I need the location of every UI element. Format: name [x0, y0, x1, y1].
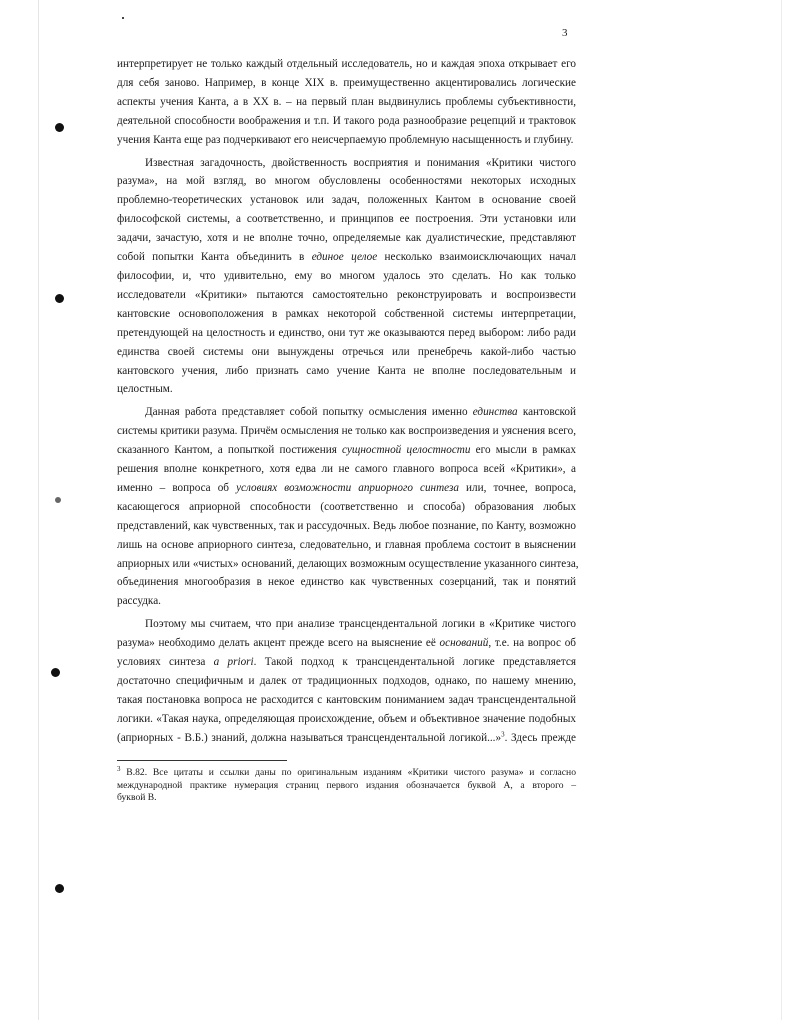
text-line: деятельной способности воображения и т.п. И такого рода разнообразие рецепций и трактовок: [117, 114, 576, 127]
text-line: философии, и, что удивительно, ему во многом удалось это сделать. Но как только: [117, 269, 576, 282]
text-line: (априорных - В.Б.) знаний, должна называться трансцендентальной логикой...»$^3$. Здесь прежде: [117, 729, 576, 744]
text-line: интерпретирует не только каждый отдельный исследователь, но и каждая эпоха открывает его: [117, 58, 576, 70]
scan-edge-right: [781, 0, 782, 1020]
emphasis: a priori: [213, 656, 254, 669]
text-line: кантовские основоположения в рамках некоторой собственной системы интерпретации,: [117, 307, 576, 320]
paragraph: [117, 615, 576, 747]
text-line: разума» необходимо делать акцент прежде всего на выяснение её оснований, т.е. на вопрос об: [117, 637, 576, 650]
scan-edge-left: [38, 0, 39, 1020]
text-line: кантовского учения, либо признать само учение Канта не вполне последовательным и: [117, 364, 576, 377]
footnote: [117, 764, 576, 805]
paragraph: [117, 403, 579, 611]
punch-hole-mark: [55, 497, 61, 503]
text-line: философской системы, а соответственно, и принципов ее построения. Эти установки или: [117, 213, 576, 226]
punch-hole-mark: [51, 668, 60, 677]
text-line: касающегося априорной способности (соответственно и способа) образования любых: [117, 500, 576, 513]
text-line: Поэтому мы считаем, что при анализе трансцендентальной логики в «Критике чистого: [145, 618, 576, 631]
text-line: системы критики разума. Причём осмысления не только как воспроизведения и уяснения всего,: [117, 425, 576, 438]
footnote-separator: [117, 760, 287, 761]
text-line: разума», на мой взгляд, во многом обусловлены особенностями некоторых исходных: [117, 175, 576, 188]
footnote-ref[interactable]: 3: [501, 729, 505, 738]
emphasis: единства: [472, 406, 518, 419]
text-line: именно – вопроса об условиях возможности априорного синтеза или, точнее, вопроса,: [117, 481, 577, 494]
text-line: Известная загадочность, двойственность восприятия и понимания «Критики чистого: [145, 156, 576, 169]
body-text: [117, 55, 579, 748]
text-line: представлений, как чувственных, так и рассудочных. Ведь любое познание, по Канту, возможно: [117, 519, 576, 532]
punch-hole-mark: [55, 884, 64, 893]
text-line: собой попытки Канта объединить в единое целое несколько взаимоисключающих начал: [117, 251, 577, 264]
punch-hole-mark: [55, 294, 64, 303]
text-line: учения Канта еще раз подчеркивают его неисчерпаемую проблемную насыщенность и глубину.: [117, 133, 574, 146]
scan-speck: [122, 17, 124, 19]
footnote-line: международной практике нумерация страниц первого издания обозначается буквой А, а второго –: [117, 779, 576, 791]
text-line: рассудка.: [117, 595, 161, 608]
paragraph: [117, 55, 576, 150]
text-line: единства своей системы они вынуждены отречься или пренебречь какой-либо частью: [117, 345, 576, 358]
text-line: решения вполне конкретного, хотя едва ли не самого главного вопроса всей «Критики», а: [117, 463, 576, 476]
text-line: такая постановка вопроса не расходится с кантовским пониманием задач трансцендентальной: [117, 693, 576, 706]
text-line: лишь на основе априорного синтеза, следовательно, и главная проблема состоит в выяснении: [117, 538, 576, 551]
text-line: достаточно специфичным и далек от традиционных подходов, однако, по нашему мнению,: [117, 675, 576, 687]
text-line: условиях синтеза a priori. Такой подход к трансцендентальной логике представляется: [117, 656, 576, 669]
text-line: Данная работа представляет собой попытку осмысления именно единства кантовской: [145, 406, 576, 419]
page-number: 3: [562, 27, 568, 39]
text-line: для себя заново. Например, в конце XIX в. преимущественно акцентировались логические: [117, 76, 576, 89]
text-line: целостным.: [117, 383, 173, 396]
emphasis: оснований: [439, 637, 489, 650]
text-line: сказанного Кантом, а попыткой постижения сущностной целостности его мысли в рамках: [117, 444, 576, 457]
text-line: задачи, зачастую, хотя и не вполне точно, определяемые как дуалистические, представляют: [117, 232, 576, 245]
emphasis: единое целое: [311, 251, 378, 264]
footnote-line: $^3$ B.82. Все цитаты и ссылки даны по оригинальным изданиям «Критики чистого разума» и согласно: [117, 764, 576, 778]
text-line: претендующей на целостность и единство, они тут же оказываются перед выбором: либо ради: [117, 326, 576, 339]
text-line: исследователи «Критики» пытаются самостоятельно реконструировать и воспроизвести: [117, 288, 576, 301]
footnote-line: буквой В.: [117, 792, 157, 804]
emphasis: сущностной целостности: [342, 444, 471, 457]
punch-hole-mark: [55, 123, 64, 132]
text-line: проблемно-теоретических установок или задач, положенных Кантом в основание своей: [117, 194, 576, 207]
text-line: объединения многообразия в некое единство как чувственных созерцаний, так и понятий: [117, 576, 576, 589]
footnote-marker: 3: [117, 764, 121, 773]
paragraph: [117, 154, 576, 400]
text-line: аспекты учения Канта, а в XX в. – на первый план выдвинулись проблемы субъективности,: [117, 95, 576, 108]
emphasis: условиях возможности априорного синтеза: [236, 481, 459, 494]
text-line: априорных или «чистых» оснований, делающих возможным осуществление указанного синтеза,: [117, 557, 579, 570]
text-line: логики. «Такая наука, определяющая происхождение, объем и объективное значение подобных: [117, 712, 576, 725]
